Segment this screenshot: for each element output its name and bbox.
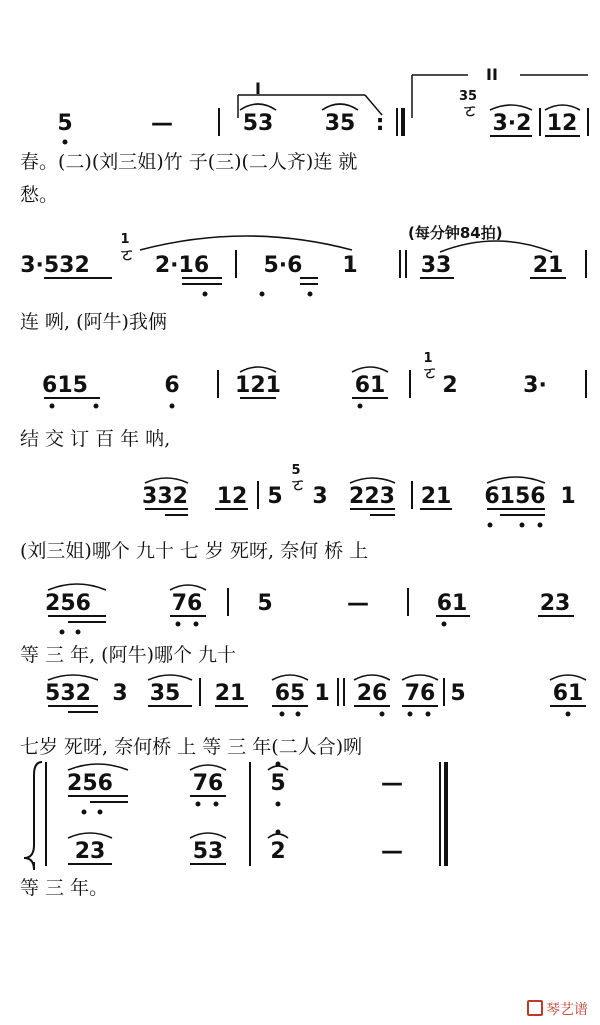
slur bbox=[68, 833, 112, 838]
note: 76 bbox=[171, 591, 203, 616]
note: 3 bbox=[112, 681, 128, 706]
note: 65 bbox=[274, 681, 306, 706]
note: 53 bbox=[192, 839, 224, 864]
octave-dot bbox=[50, 404, 55, 409]
slur bbox=[352, 367, 388, 372]
note: 35 bbox=[149, 681, 181, 706]
slur bbox=[322, 104, 358, 110]
breath-mark: ㄛ bbox=[461, 101, 479, 120]
octave-dot bbox=[308, 292, 313, 297]
note: 3· bbox=[523, 373, 547, 398]
grace-note: 5 bbox=[291, 463, 301, 478]
note: 53 bbox=[242, 111, 274, 136]
dash-sustain: — bbox=[381, 839, 403, 864]
octave-dot bbox=[60, 630, 65, 635]
dash-sustain: — bbox=[151, 111, 173, 136]
octave-dot bbox=[170, 404, 175, 409]
note: 6 bbox=[164, 373, 180, 398]
octave-dot bbox=[566, 712, 571, 717]
slur bbox=[68, 764, 128, 770]
logo-text: 琴艺谱 bbox=[546, 1002, 588, 1018]
note: 5 bbox=[267, 484, 283, 509]
grace-note: 1 bbox=[423, 351, 433, 366]
note: 23 bbox=[74, 839, 106, 864]
lyric-line-5: 等 三 年, (阿牛)哪个 九十 bbox=[20, 644, 237, 666]
breath-mark: ㄛ bbox=[289, 475, 307, 494]
slur bbox=[545, 105, 580, 110]
note: 61 bbox=[354, 373, 386, 398]
slur bbox=[487, 477, 545, 483]
octave-dot bbox=[442, 622, 447, 627]
octave-dot bbox=[196, 802, 201, 807]
breath-mark: ㄛ bbox=[421, 363, 439, 382]
slur bbox=[272, 675, 308, 680]
note: 615 bbox=[42, 373, 88, 398]
brace bbox=[24, 762, 42, 870]
slur bbox=[550, 675, 586, 680]
note: 2·16 bbox=[154, 253, 210, 278]
octave-dot bbox=[358, 404, 363, 409]
octave-dot bbox=[76, 630, 81, 635]
note: 3 bbox=[312, 484, 328, 509]
grace-note: 1 bbox=[120, 232, 130, 247]
octave-dot bbox=[380, 712, 385, 717]
octave-dot bbox=[538, 523, 543, 528]
note: 5 bbox=[257, 591, 273, 616]
logo-icon bbox=[527, 1000, 543, 1016]
note: 256 bbox=[45, 591, 91, 616]
octave-dot bbox=[94, 404, 99, 409]
slur bbox=[148, 675, 192, 680]
note: 12 bbox=[546, 111, 578, 136]
octave-dot bbox=[408, 712, 413, 717]
octave-dot bbox=[176, 622, 181, 627]
note: 223 bbox=[349, 484, 395, 509]
fermata-dot bbox=[276, 830, 281, 835]
fermata bbox=[268, 834, 288, 838]
octave-dot bbox=[260, 292, 265, 297]
note: 256 bbox=[67, 771, 113, 796]
note: 532 bbox=[45, 681, 91, 706]
slur bbox=[240, 367, 276, 372]
octave-dot bbox=[280, 712, 285, 717]
slur bbox=[48, 675, 98, 680]
grace-note: 35 bbox=[458, 89, 478, 104]
note: 23 bbox=[539, 591, 571, 616]
slur bbox=[145, 478, 188, 483]
slur bbox=[190, 765, 226, 770]
octave-dot bbox=[214, 802, 219, 807]
dash-sustain: — bbox=[381, 771, 403, 796]
note: 5 bbox=[270, 771, 286, 796]
octave-dot bbox=[426, 712, 431, 717]
note: 5·6 bbox=[263, 253, 303, 278]
note: 26 bbox=[356, 681, 388, 706]
slur bbox=[490, 105, 532, 110]
note: 2 bbox=[442, 373, 458, 398]
note: 1 bbox=[314, 681, 330, 706]
note: 76 bbox=[192, 771, 224, 796]
octave-dot bbox=[82, 810, 87, 815]
note: 1 bbox=[560, 484, 576, 509]
note: 5 bbox=[57, 111, 73, 136]
note: 3·532 bbox=[20, 253, 90, 278]
note: 21 bbox=[214, 681, 246, 706]
fermata-dot bbox=[276, 762, 281, 767]
octave-dot bbox=[276, 802, 281, 807]
octave-dot bbox=[98, 810, 103, 815]
lyric-line-1: 春。(二)(刘三姐)竹 子(三)(二人齐)连 就 bbox=[20, 151, 358, 173]
lyric-line-3: 结 交 订 百 年 呐, bbox=[20, 428, 171, 450]
note: 61 bbox=[552, 681, 584, 706]
octave-dot bbox=[63, 140, 68, 145]
volta-label-1: I bbox=[255, 79, 261, 98]
note: 12 bbox=[216, 484, 248, 509]
note: 6156 bbox=[484, 484, 546, 509]
tempo-marking: (每分钟84拍) bbox=[408, 224, 503, 242]
volta-bracket bbox=[365, 95, 382, 115]
fermata bbox=[268, 766, 288, 770]
note: 1 bbox=[342, 253, 358, 278]
slur bbox=[354, 675, 390, 680]
note: 3·2 bbox=[492, 111, 532, 136]
note: 35 bbox=[324, 111, 356, 136]
note: 21 bbox=[420, 484, 452, 509]
octave-dot bbox=[488, 523, 493, 528]
note: 76 bbox=[404, 681, 436, 706]
slur bbox=[190, 833, 226, 838]
lyric-line-4: (刘三姐)哪个 九十 七 岁 死呀, 奈何 桥 上 bbox=[20, 540, 369, 562]
slur bbox=[48, 584, 106, 590]
octave-dot bbox=[203, 292, 208, 297]
slur bbox=[402, 675, 438, 680]
note: 2 bbox=[270, 839, 286, 864]
octave-dot bbox=[296, 712, 301, 717]
note: 33 bbox=[420, 253, 452, 278]
lyric-line-1b: 愁。 bbox=[20, 184, 59, 206]
note: 5 bbox=[450, 681, 466, 706]
watermark-logo bbox=[527, 999, 588, 1019]
slur bbox=[350, 478, 395, 483]
octave-dot bbox=[520, 523, 525, 528]
lyric-line-2: 连 咧, (阿牛)我俩 bbox=[20, 311, 167, 333]
note: 61 bbox=[436, 591, 468, 616]
dash-sustain: — bbox=[347, 591, 369, 616]
note: 21 bbox=[532, 253, 564, 278]
volta-label-2: II bbox=[486, 65, 498, 84]
slur bbox=[240, 104, 276, 110]
repeat-sign: : bbox=[375, 111, 385, 136]
slur bbox=[140, 236, 352, 250]
note: 121 bbox=[235, 373, 281, 398]
octave-dot bbox=[194, 622, 199, 627]
lyric-line-7: 等 三 年。 bbox=[20, 877, 109, 899]
lyric-line-6: 七岁 死呀, 奈何桥 上 等 三 年(二人合)咧 bbox=[20, 736, 363, 758]
note: 332 bbox=[142, 484, 188, 509]
breath-mark: ㄛ bbox=[118, 245, 136, 264]
slur bbox=[170, 585, 206, 590]
